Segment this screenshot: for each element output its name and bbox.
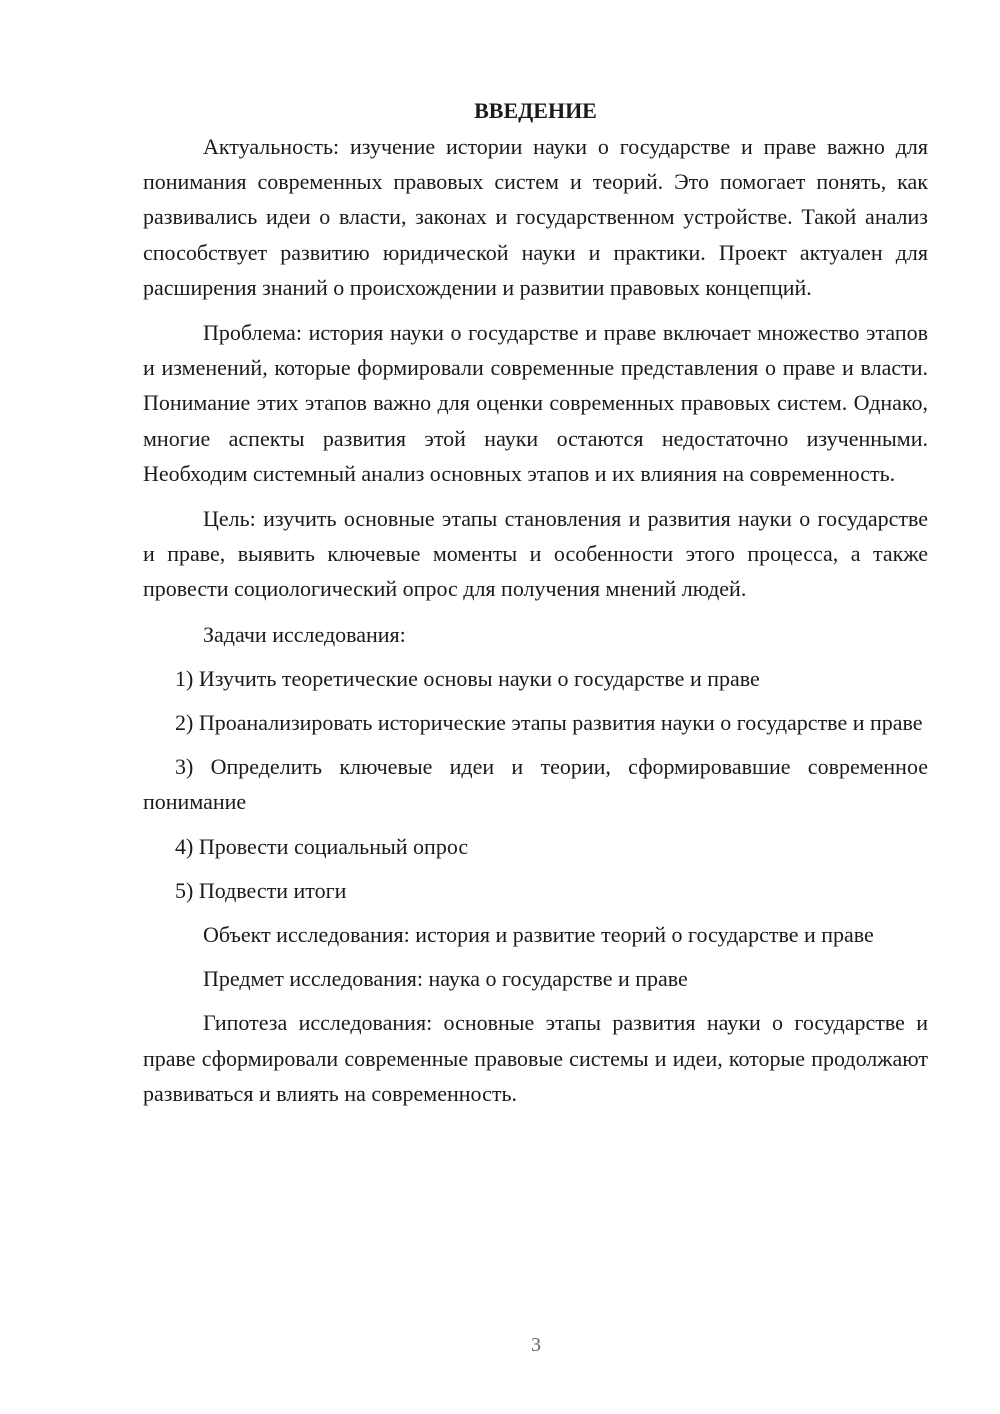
document-heading: ВВЕДЕНИЕ (474, 98, 597, 123)
relevance-paragraph: Актуальность: изучение истории науки о государстве и праве важно для понимания современных правовых систем и теорий. Это помогает понять, как развивались идеи о власти, законах и государственном устройстве. Такой анализ способствует развитию юридической науки и практики. Проект актуален для расширения знаний о происхождении и развитии правовых концепций. (143, 134, 928, 300)
task-item: 4) Провести социальный опрос (175, 833, 469, 859)
problem-paragraph: Проблема: история науки о государстве и праве включает множество этапов и изменений, которые формировали современные представления о праве и власти. Понимание этих этапов важно для оценки современных правовых систем. Однако, многие аспекты развития этой науки остаются недостаточно изученными. Необходим системный анализ основных этапов и их влияния на современность. (143, 320, 928, 486)
subject-paragraph: Предмет исследования: наука о государстве и праве (203, 966, 688, 992)
task-item: 2) Проанализировать исторические этапы развития науки о государстве и праве (175, 710, 923, 736)
tasks-title: Задачи исследования: (203, 621, 406, 647)
object-paragraph: Объект исследования: история и развитие теорий о государстве и праве (203, 922, 874, 948)
task-item: 5) Подвести итоги (175, 877, 347, 903)
page-number: 3 (531, 1334, 541, 1356)
task-item: 1) Изучить теоретические основы науки о государстве и праве (175, 665, 760, 691)
document-page (143, 95, 928, 1111)
hypothesis-paragraph: Гипотеза исследования: основные этапы развития науки о государстве и праве сформировали современные правовые системы и идеи, которые продолжают развиваться и влиять на современность. (143, 1010, 928, 1106)
goal-paragraph: Цель: изучить основные этапы становления и развития науки о государстве и праве, выявить ключевые моменты и особенности этого процесса, а также провести социологический опрос для получения мнений людей. (143, 506, 928, 602)
task-item: 3) Определить ключевые идеи и теории, сформировавшие современное понимание (143, 754, 928, 815)
